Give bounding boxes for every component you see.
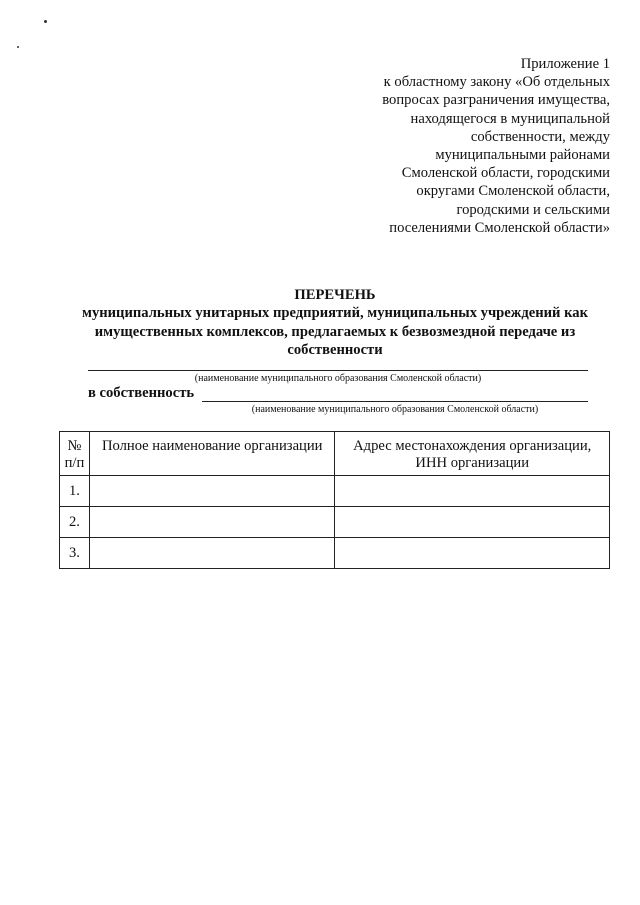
header-number (60, 432, 90, 476)
title-line: имущественных комплексов, предлагаемых к безвозмездной передаче из (94, 323, 576, 340)
title-heading: ПЕРЕЧЕНЬ (294, 287, 376, 303)
appendix-line: вопросах разграничения имущества, (382, 92, 610, 109)
title-line: собственности (287, 342, 383, 359)
appendix-line: собственности, между (470, 128, 610, 145)
row-number: 3. (60, 538, 90, 569)
row-organization-address (335, 538, 610, 569)
header-organization-name-text: Полное наименование организации (101, 438, 323, 454)
row-organization-name (89, 538, 335, 569)
table-header-row (60, 432, 610, 476)
to-municipality-caption: (наименование муниципального образования Смоленской области) (251, 404, 539, 415)
title-line: муниципальных унитарных предприятий, муниципальных учреждений как (82, 305, 588, 322)
scan-speck (17, 46, 19, 48)
to-ownership-label: в собственность (88, 385, 195, 401)
appendix-line: Смоленской области, городскими (401, 165, 610, 182)
organizations-table (59, 431, 610, 569)
appendix-line: поселениями Смоленской области» (389, 219, 610, 236)
appendix-line: находящегося в муниципальной (410, 110, 610, 127)
appendix-line: городскими и сельскими (456, 201, 610, 218)
table-row (60, 507, 610, 538)
header-organization-name (89, 432, 335, 476)
from-municipality-caption: (наименование муниципального образования Смоленской области) (194, 373, 482, 384)
table-row (60, 476, 610, 507)
appendix-reference (310, 55, 610, 237)
row-number: 2. (60, 507, 90, 538)
header-organization-address (335, 432, 610, 476)
row-organization-address (335, 507, 610, 538)
from-municipality-fill-line (88, 370, 588, 371)
row-organization-name (89, 476, 335, 507)
to-municipality-fill-line (202, 401, 588, 402)
header-address-line: ИНН организации (415, 455, 530, 471)
header-address-line: Адрес местонахождения организации, (353, 438, 592, 454)
row-organization-name (89, 507, 335, 538)
appendix-line: округами Смоленской области, (416, 183, 610, 200)
header-number-line: № (67, 438, 82, 454)
appendix-line: Приложение 1 (520, 56, 610, 72)
document-title (60, 286, 610, 360)
header-number-line: п/п (64, 455, 85, 471)
scan-speck (44, 20, 47, 23)
appendix-line: муниципальными районами (435, 147, 610, 164)
table-row (60, 538, 610, 569)
row-number: 1. (60, 476, 90, 507)
appendix-line: к областному закону «Об отдельных (383, 74, 610, 91)
row-organization-address (335, 476, 610, 507)
